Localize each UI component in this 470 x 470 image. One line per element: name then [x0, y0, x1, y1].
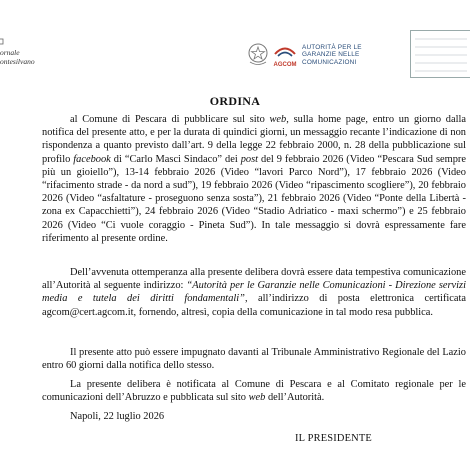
agcom-logo-text: AGCOM — [273, 62, 297, 68]
republic-emblem-icon — [246, 40, 270, 68]
section-title: ORDINA — [209, 94, 261, 108]
signature: IL PRESIDENTE — [295, 433, 372, 444]
paragraph-compliance: Dell’avvenuta ottemperanza alla presente delibera dovrà essere data tempestiva comunicazione all’Autorità al seguente indirizzo: “Autorità per le Garanzie nelle Comunicazioni - Direzione servizi media e tutela dei diritti fondamentali”, all’indirizzo di posta elettronica certificata agcom@cert.agcom.it, fornendo, altresì, copia della comunicazione in tal modo resa pubblica. — [42, 267, 467, 318]
stamp-lines-icon — [411, 31, 470, 77]
paragraph-appeal: Il presente atto può essere impugnato davanti al Tribunale Amministrativo Regionale del Lazio entro 60 giorni dalla notifica dello stesso. — [42, 347, 466, 372]
agcom-line1: AUTORITÀ PER LE — [302, 44, 362, 51]
paragraph-notification: La presente delibera è notificata al Comune di Pescara e al Comitato regionale per le comunicazioni dell’Abruzzo e pubblicata sul sito web dell’Autorità. — [42, 379, 466, 404]
agcom-header — [246, 38, 386, 72]
newspaper-logo-icon — [0, 38, 5, 46]
agcom-name — [302, 44, 362, 66]
place-date: Napoli, 22 luglio 2026 — [70, 411, 165, 422]
protocol-stamp — [410, 30, 470, 78]
newspaper-header-fragment — [0, 48, 64, 66]
agcom-logo-icon — [272, 40, 298, 68]
agcom-line2: GARANZIE NELLE — [302, 51, 360, 59]
paragraph-order: al Comune di Pescara di pubblicare sul sito web, sulla home page, entro un giorno dalla notifica del presente atto, e per la durata di quindici giorni, un messaggio recante l’indicazione di non rispondenza a quanto previsto dall’art. 9 della legge 22 febbraio 2000, n. 28 della pubblicazione sul profilo facebook di “Carlo Masci Sindaco” dei post del 9 febbraio 2026 (Video “Pescara Sud sempre più un gioiello”), 13-14 febbraio 2026 (Video “lavori Parco Nord”), 17 febbraio 2026 (Video “rifacimento strade - da nord a sud”), 19 febbraio 2026 (Video “ripascimento scogliere”), 20 febbraio 2026 (Video “asfaltature - proseguono senza sosta”), 21 febbraio 2026 (Video “Ponte della Libertà - zona ex Capacchietti”), 24 febbraio 2026 (Video “Stadio Adriatico - maxi schermo”) e 25 febbraio 2026 (Video “Ci vuole coraggio - Pineta Sud”). In tale messaggio si dovrà espressamente fare riferimento al presente ordine. — [42, 114, 466, 244]
header-left-line1: ornale — [0, 48, 20, 57]
agcom-line3: COMUNICAZIONI — [302, 58, 357, 66]
header-left-line2: ontesilvano — [0, 57, 35, 66]
